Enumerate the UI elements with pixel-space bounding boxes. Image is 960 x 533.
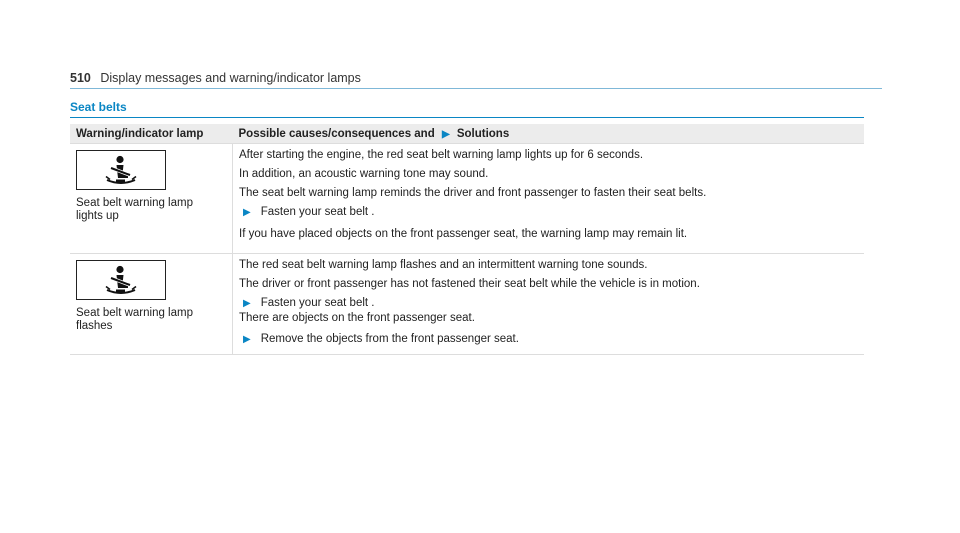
cause-text: There are objects on the front passenger seat.: [239, 312, 475, 324]
warning-lamp-table: [70, 124, 864, 355]
step-arrow-icon: ▶: [243, 207, 251, 218]
cause-text: In addition, an acoustic warning tone may sound.: [239, 168, 489, 180]
seat-belt-icon: [76, 150, 166, 190]
cause-text: After starting the engine, the red seat belt warning lamp lights up for 6 seconds.: [239, 149, 644, 161]
column-header-solutions-label: Solutions: [456, 127, 510, 140]
causes-cell: [233, 254, 865, 355]
solution-step: [239, 333, 858, 346]
seat-belt-icon: [76, 260, 166, 300]
lamp-caption-line: lights up: [76, 210, 119, 222]
step-arrow-icon: ▶: [243, 298, 251, 309]
solution-step: [239, 206, 858, 219]
solution-step-text: Remove the objects from the front passenger seat.: [260, 333, 519, 345]
lamp-caption-line: flashes: [76, 320, 113, 332]
solution-step: [239, 297, 858, 310]
step-arrow-icon: ▶: [243, 334, 251, 345]
lamp-caption: [76, 307, 206, 333]
solution-step-text: Fasten your seat belt .: [260, 297, 375, 309]
solution-step-text: Fasten your seat belt .: [260, 206, 375, 218]
column-header-causes-label: Possible causes/consequences and: [238, 127, 435, 140]
cause-text: The seat belt warning lamp reminds the driver and front passenger to fasten their seat belts.: [239, 187, 707, 199]
causes-cell: [233, 144, 865, 254]
table-row: [70, 144, 864, 254]
seat-belt-icon-graphic: [104, 265, 138, 295]
table-row: [70, 254, 864, 355]
header-rule: [70, 88, 882, 89]
lamp-cell: [70, 254, 233, 355]
page-header: [70, 71, 361, 85]
column-header-causes: [233, 124, 865, 144]
cause-text: If you have placed objects on the front passenger seat, the warning lamp may remain lit.: [239, 228, 688, 240]
seat-belt-icon-graphic: [104, 155, 138, 185]
column-header-lamp: Warning/indicator lamp: [70, 124, 233, 144]
lamp-cell: [70, 144, 233, 254]
table-header-row: [70, 124, 864, 144]
page-number: 510: [70, 71, 91, 85]
lamp-caption-line: Seat belt warning lamp: [76, 197, 193, 209]
cause-text: The driver or front passenger has not fastened their seat belt while the vehicle is in motion.: [239, 278, 700, 290]
chapter-title: Display messages and warning/indicator lamps: [100, 71, 361, 85]
cause-text: The red seat belt warning lamp flashes and an intermittent warning tone sounds.: [239, 259, 648, 271]
solution-arrow-icon: ▶: [441, 128, 450, 140]
section-title: Seat belts: [70, 100, 127, 114]
section-rule: [70, 117, 864, 118]
lamp-caption: [76, 197, 206, 223]
lamp-caption-line: Seat belt warning lamp: [76, 307, 193, 319]
